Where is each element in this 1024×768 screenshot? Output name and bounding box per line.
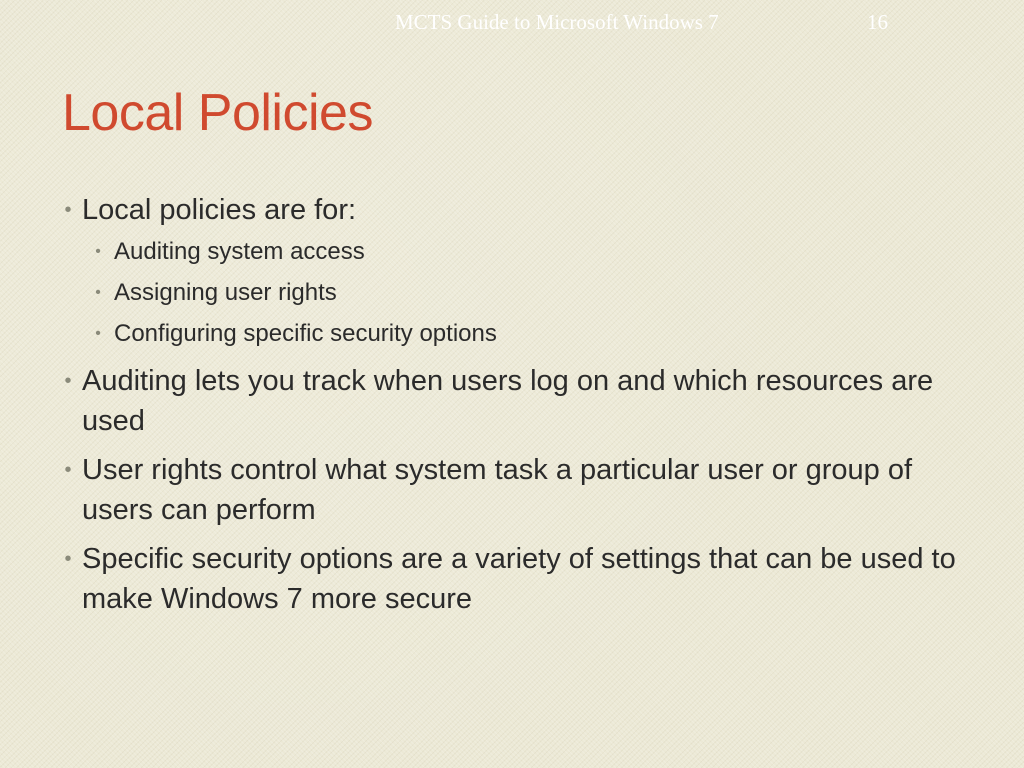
bullet-text: Local policies are for: [82, 194, 357, 226]
bullet-text: Auditing lets you track when users log on and which resources are used [82, 365, 934, 437]
bullet-text: Specific security options are a variety of settings that can be used to make Windows 7 more secure [82, 543, 956, 615]
bullet-dot-icon: • [64, 370, 72, 392]
sub-bullet-text: Configuring specific security options [114, 320, 497, 347]
bullet-item-user-rights [58, 450, 968, 530]
course-title-header: MCTS Guide to Microsoft Windows 7 [395, 10, 719, 34]
sub-bullet-list [82, 234, 968, 352]
bullet-dot-icon: • [64, 548, 72, 570]
bullet-list [58, 190, 968, 628]
sub-bullet-item [82, 316, 968, 352]
sub-bullet-text: Assigning user rights [114, 279, 337, 306]
bullet-item-security-options [58, 539, 968, 619]
sub-bullet-dot-icon: • [95, 243, 101, 260]
slide-number: 16 [867, 10, 888, 34]
sub-bullet-item [82, 275, 968, 311]
slide-title: Local Policies [62, 84, 373, 142]
sub-bullet-dot-icon: • [95, 325, 101, 342]
bullet-item-auditing [58, 361, 968, 441]
sub-bullet-item [82, 234, 968, 270]
bullet-dot-icon: • [64, 459, 72, 481]
sub-bullet-text: Auditing system access [114, 238, 365, 265]
bullet-text: User rights control what system task a particular user or group of users can perform [82, 454, 913, 526]
sub-bullet-dot-icon: • [95, 284, 101, 301]
bullet-item-local-policies [58, 190, 968, 352]
bullet-dot-icon: • [64, 199, 72, 221]
